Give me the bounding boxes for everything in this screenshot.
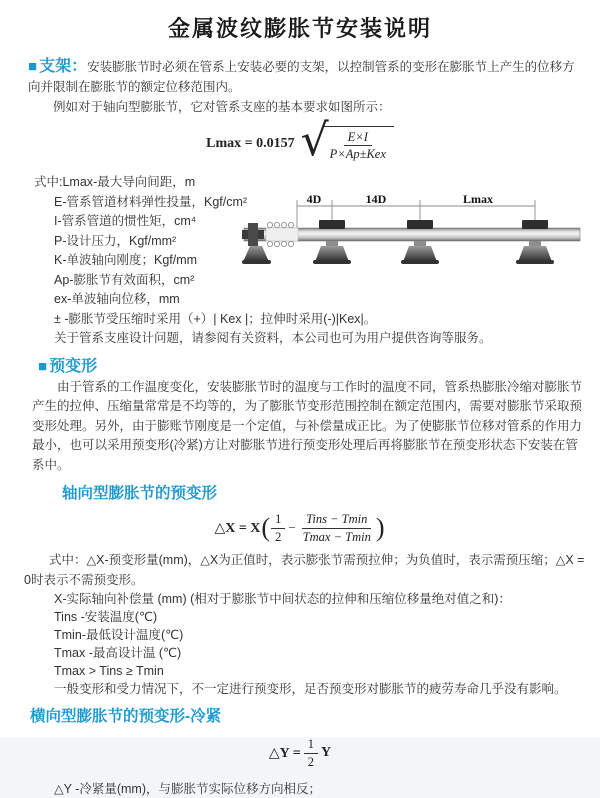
open-paren: (	[261, 513, 271, 542]
one-half-fraction	[304, 736, 318, 770]
axial-variable-line: Tmax -最高设计温 (℃)	[54, 646, 182, 660]
lateral-formula-rhs: Y	[320, 745, 332, 760]
axial-variable-line: Tmin-最低设计温度(℃)	[54, 628, 184, 642]
variable-line: Ap-膨胀节有效面积，cm²	[54, 272, 195, 287]
cold-tightening-formula	[0, 736, 600, 770]
fraction-numerator: Tins − Tmin	[302, 511, 371, 528]
support-intro-text: 安装膨胀节时必须在管系上安装必要的支架，以控制管系的变形在膨胀节上产生的位移方向并限制在膨胀节的额定位移范围内。	[28, 60, 575, 94]
fraction-denominator: Tmax − Tmin	[302, 529, 371, 544]
support-section-paragraph	[28, 57, 582, 97]
axial-variable-line: Tmax > Tins ≥ Tmin	[54, 664, 164, 678]
axial-formula-explanation: 式中：△X-预变形量(mm)，△X为正值时，表示膨张节需预拉伸；为负值时，表示需预压缩；△X = 0时表示不需预变形。	[24, 553, 585, 587]
variable-line: P-设计压力，Kgf/mm²	[54, 233, 177, 248]
lmax-fraction-numerator: E×I	[344, 129, 372, 146]
predeform-section-heading	[38, 353, 600, 376]
predeform-heading-label: 预变形	[49, 357, 98, 375]
guide-support	[401, 220, 439, 264]
axial-variable-line: Tins -安装温度(℃)	[54, 610, 158, 624]
fraction-numerator: 1	[304, 736, 318, 753]
bellows-icon	[266, 222, 298, 246]
lmax-fraction	[326, 129, 390, 163]
variable-line: ± -膨胀节受压缩时采用（+）| Kex |；拉伸时采用(-)|Kex|。	[54, 311, 377, 326]
radical-sign: √	[300, 115, 329, 167]
variable-line: ex-单波轴向位移，mm	[54, 292, 180, 306]
lmax-formula-lhs: Lmax = 0.0157	[206, 135, 295, 151]
fraction-numerator: 1	[271, 511, 285, 528]
variable-line: I-管系管道的惯性矩，cm⁴	[54, 214, 197, 228]
dim-label-4d: 4D	[306, 192, 322, 206]
support-example-line: 例如对于轴向型膨胀节，它对管系支座的基本要求如图所示：	[53, 100, 391, 114]
blue-square-icon: ■	[28, 58, 38, 75]
variable-line: 式中:Lmax-最大导向间距，m	[34, 175, 196, 189]
predeform-body-paragraph: 由于管系的工作温度变化，安装膨胀节时的温度与工作时的温度不同，管系热膨胀冷缩对膨胀节产生的拉伸、压缩量常常是不均等的，为了膨胀节变形范围控制在额定范围内，需要对膨胀节采取预变形处理。另外，由于膨账节刚度是一个定值，与补偿量成正比。为了使膨胀节位移对管系的作用力最小，也可以采用预变形(冷紧)方让对膨胀节进行预变形处理后再将膨胀节在预变形状态下安装在管系中。	[32, 379, 583, 472]
minus-sign: −	[288, 520, 296, 535]
lateral-formula-note: △Y -冷紧量(mm)，与膨胀节实际位移方向相反；	[54, 782, 322, 796]
axial-subsection-heading: 轴向型膨胀节的预变形	[62, 485, 218, 502]
guide-support	[313, 220, 351, 264]
axial-formula-lhs: △X = X	[214, 520, 261, 536]
axial-note-line: 一般变形和受力情况下，不一定进行预变形，足否预变形对膨胀节的疲劳寿命几乎没有影响。	[54, 682, 567, 696]
guide-support	[516, 220, 554, 264]
axial-predeform-formula	[0, 509, 600, 547]
variable-line: K-单波轴向刚度；Kgf/mm	[54, 253, 198, 267]
close-paren: )	[375, 513, 385, 542]
fraction-denominator: 2	[275, 529, 282, 544]
lmax-formula	[0, 115, 600, 167]
fraction-denominator: 2	[307, 754, 314, 769]
dim-label-lmax: Lmax	[463, 192, 493, 206]
blue-square-icon: ■	[38, 357, 48, 375]
variable-line: 关于管系支座设计问题，请参阅有关资料，本公司也可为用户提供咨询等服务。	[54, 331, 492, 345]
pipe-support-diagram	[242, 192, 600, 272]
page-title: 金属波纹膨胀节安装说明	[167, 16, 432, 41]
one-half-fraction	[271, 511, 285, 545]
lateral-subsection-heading: 横向型膨胀节的预变形-冷紧	[30, 708, 222, 725]
square-root	[300, 115, 394, 167]
axial-variable-line: X-实际轴向补偿量 (mm) (相对于膨胀节中间状态的拉伸和压缩位移量绝对值之和)：	[54, 592, 511, 606]
temperature-fraction	[299, 511, 375, 545]
support-section-heading: 支架：	[39, 58, 88, 75]
lmax-fraction-denominator: P×Ap±Kex	[329, 146, 386, 161]
variable-line: E-管系管道材料弹性投量，Kgf/cm²	[54, 194, 248, 209]
lateral-formula-lhs: △Y =	[268, 745, 301, 761]
dim-label-14d: 14D	[365, 192, 387, 206]
